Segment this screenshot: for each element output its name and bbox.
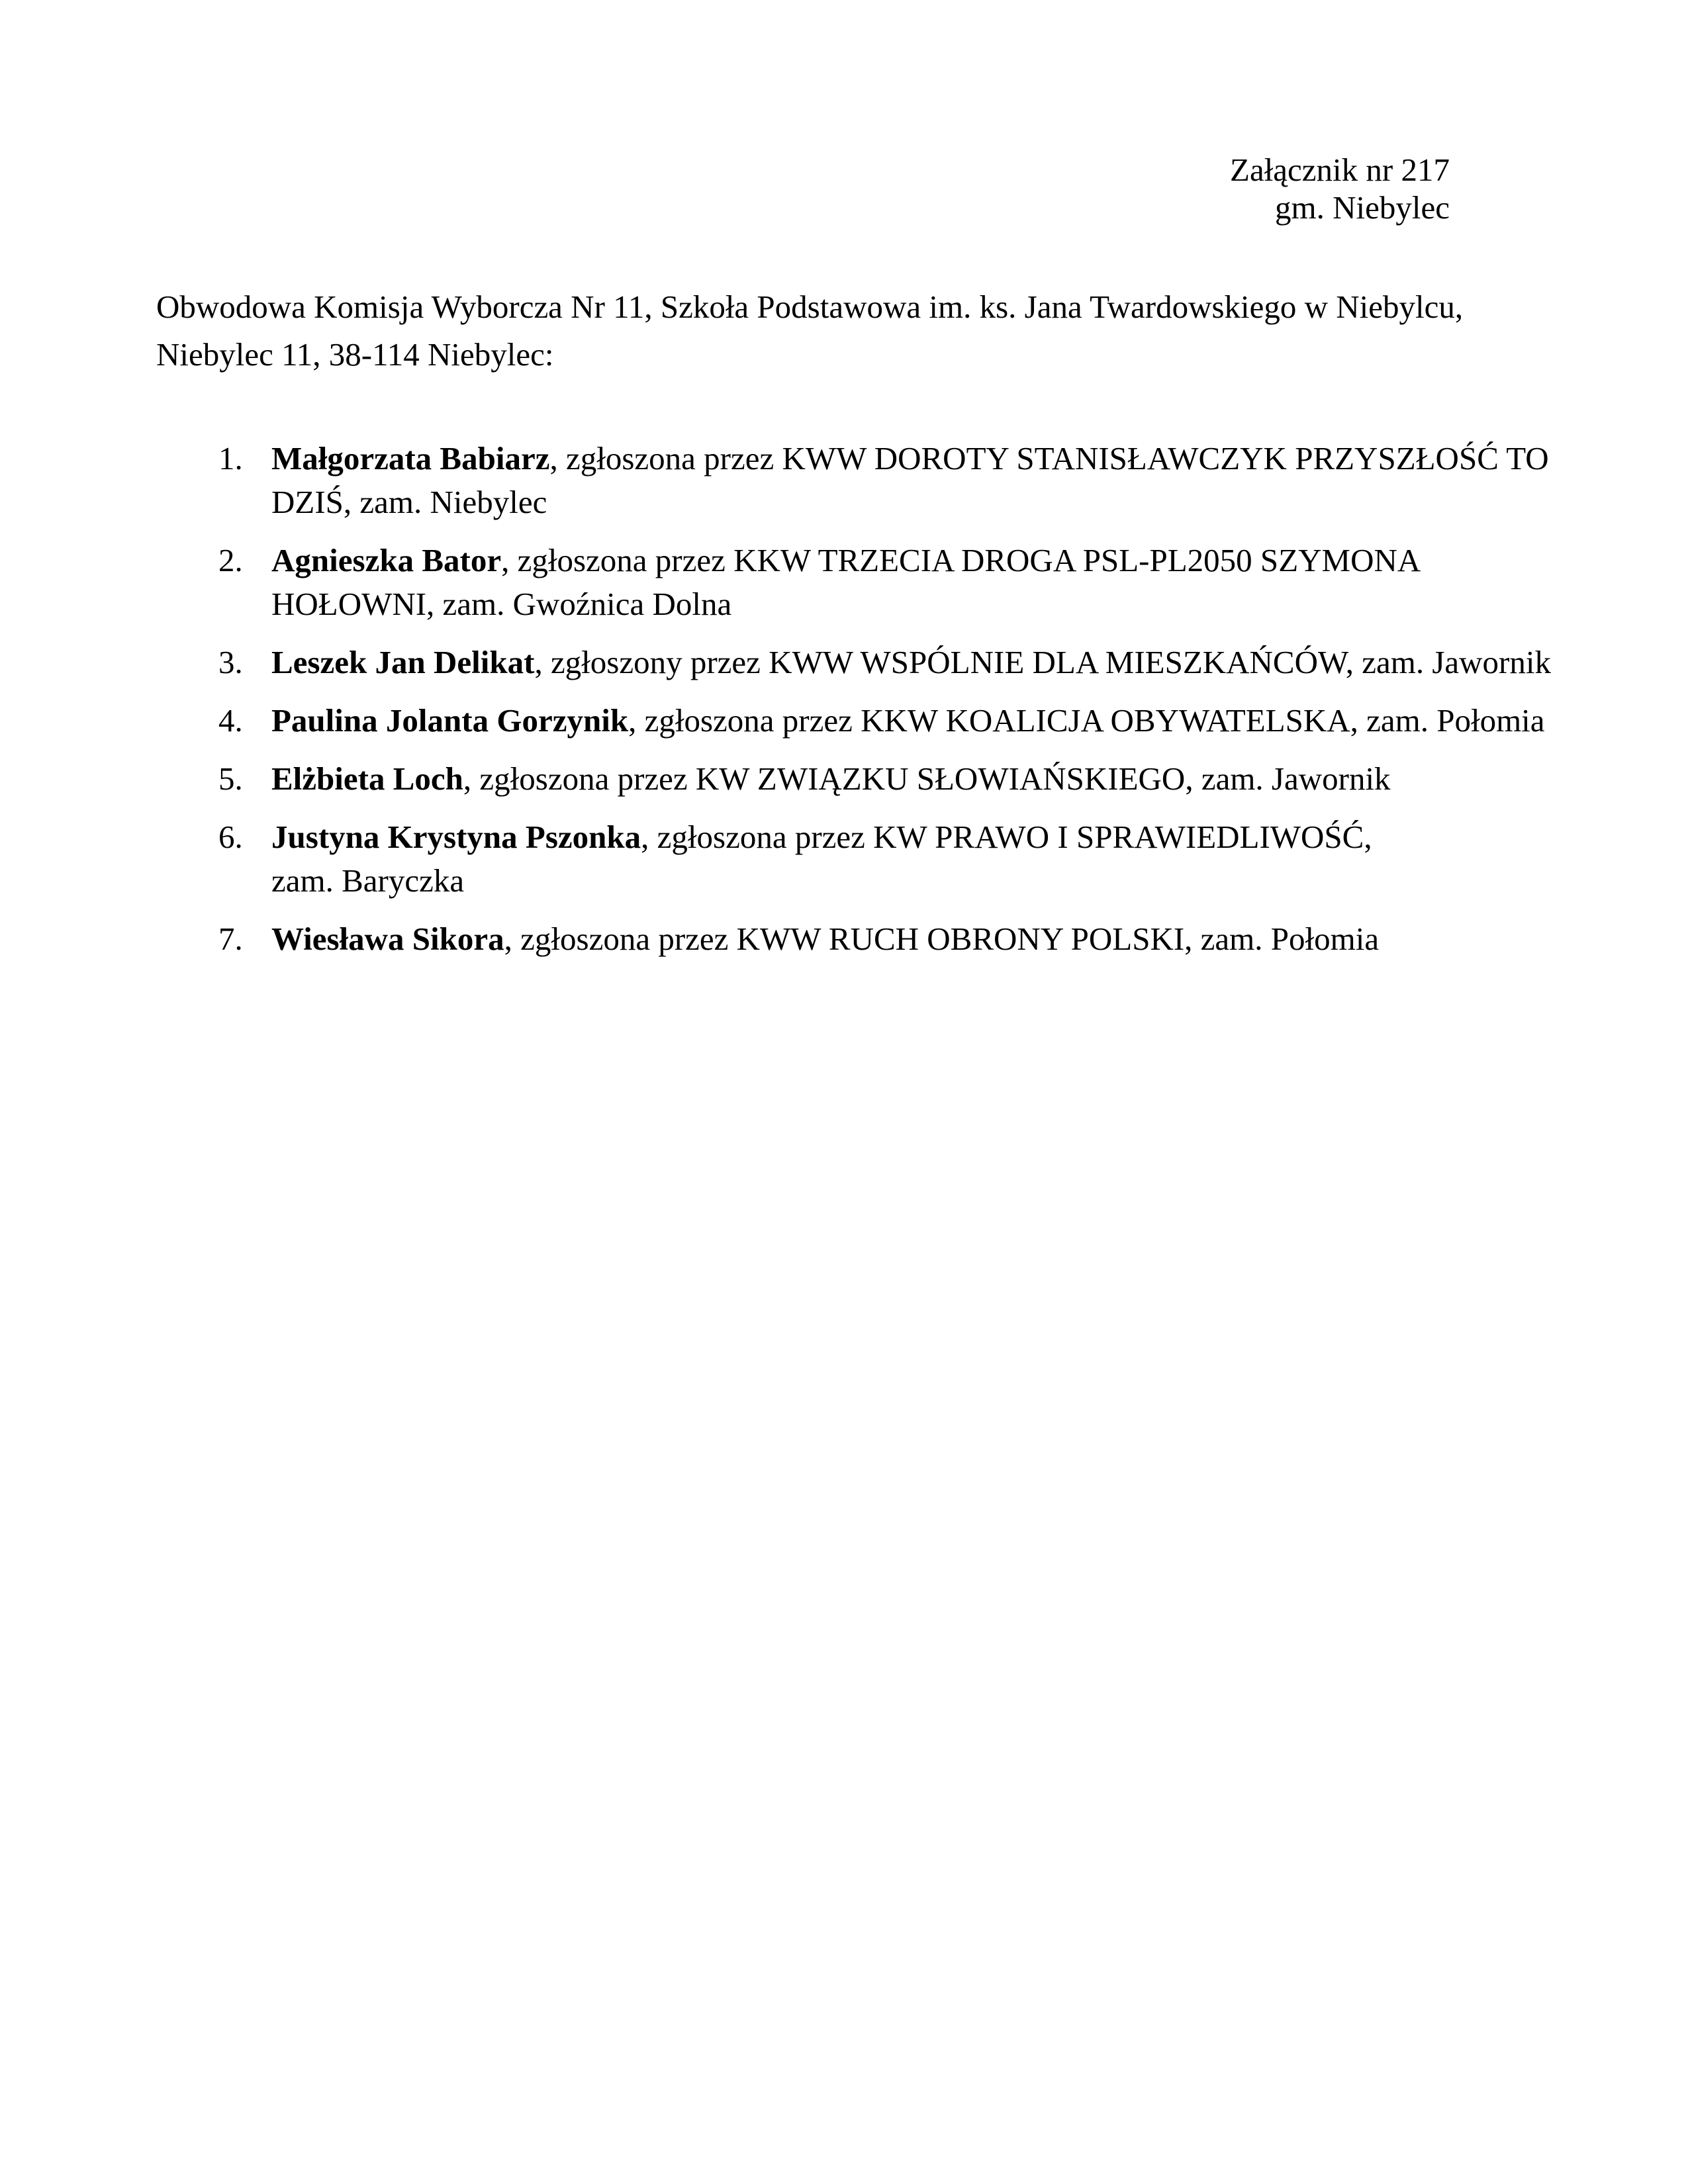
member-details-continued: zam. Baryczka: [271, 862, 465, 899]
item-number: 4.: [218, 702, 243, 739]
list-item: [218, 699, 1556, 743]
member-details: , zgłoszony przez KWW WSPÓLNIE DLA MIESZKAŃCÓW, zam. Jawornik: [534, 644, 1551, 680]
member-details: , zgłoszona przez KW PRAWO I SPRAWIEDLIWOŚĆ,: [641, 819, 1372, 855]
item-number: 7.: [218, 921, 243, 957]
member-details: , zgłoszona przez KWW DOROTY STANISŁAWCZYK PRZYSZŁOŚĆ TO: [549, 440, 1549, 477]
member-name: Małgorzata Babiarz: [271, 440, 550, 477]
attachment-label: Załącznik nr 217: [1230, 152, 1450, 188]
member-name: Paulina Jolanta Gorzynik: [271, 702, 629, 739]
list-item: [218, 539, 1556, 626]
list-item: [218, 437, 1556, 524]
member-name: Wiesława Sikora: [271, 921, 504, 957]
member-name: Justyna Krystyna Pszonka: [271, 819, 641, 855]
commission-intro-line2: Niebylec 11, 38-114 Niebylec:: [156, 336, 554, 373]
commission-intro: [156, 283, 1529, 379]
item-number: 3.: [218, 644, 243, 680]
member-details: , zgłoszona przez KWW RUCH OBRONY POLSKI, zam. Połomia: [504, 921, 1380, 957]
list-item: [218, 815, 1556, 903]
item-number: 5.: [218, 760, 243, 797]
member-details: , zgłoszona przez KW ZWIĄZKU SŁOWIAŃSKIEGO, zam. Jawornik: [463, 760, 1391, 797]
commission-intro-line1: Obwodowa Komisja Wyborcza Nr 11, Szkoła Podstawowa im. ks. Jana Twardowskiego w Niebylcu,: [156, 289, 1464, 325]
document-header: [0, 0, 1688, 226]
item-number: 2.: [218, 542, 243, 578]
list-item: [218, 757, 1556, 801]
member-name: Agnieszka Bator: [271, 542, 502, 578]
item-number: 1.: [218, 440, 243, 477]
member-name: Leszek Jan Delikat: [271, 644, 535, 680]
member-details-continued: DZIŚ, zam. Niebylec: [271, 484, 547, 520]
member-details: , zgłoszona przez KKW TRZECIA DROGA PSL-PL2050 SZYMONA: [501, 542, 1421, 578]
item-number: 6.: [218, 819, 243, 855]
member-name: Elżbieta Loch: [271, 760, 463, 797]
member-list: [218, 437, 1556, 961]
member-details: , zgłoszona przez KKW KOALICJA OBYWATELSKA, zam. Połomia: [628, 702, 1545, 739]
municipality-label: gm. Niebylec: [1275, 189, 1450, 226]
member-details-continued: HOŁOWNI, zam. Gwoźnica Dolna: [271, 586, 732, 622]
list-item: [218, 917, 1556, 961]
list-item: [218, 641, 1556, 684]
